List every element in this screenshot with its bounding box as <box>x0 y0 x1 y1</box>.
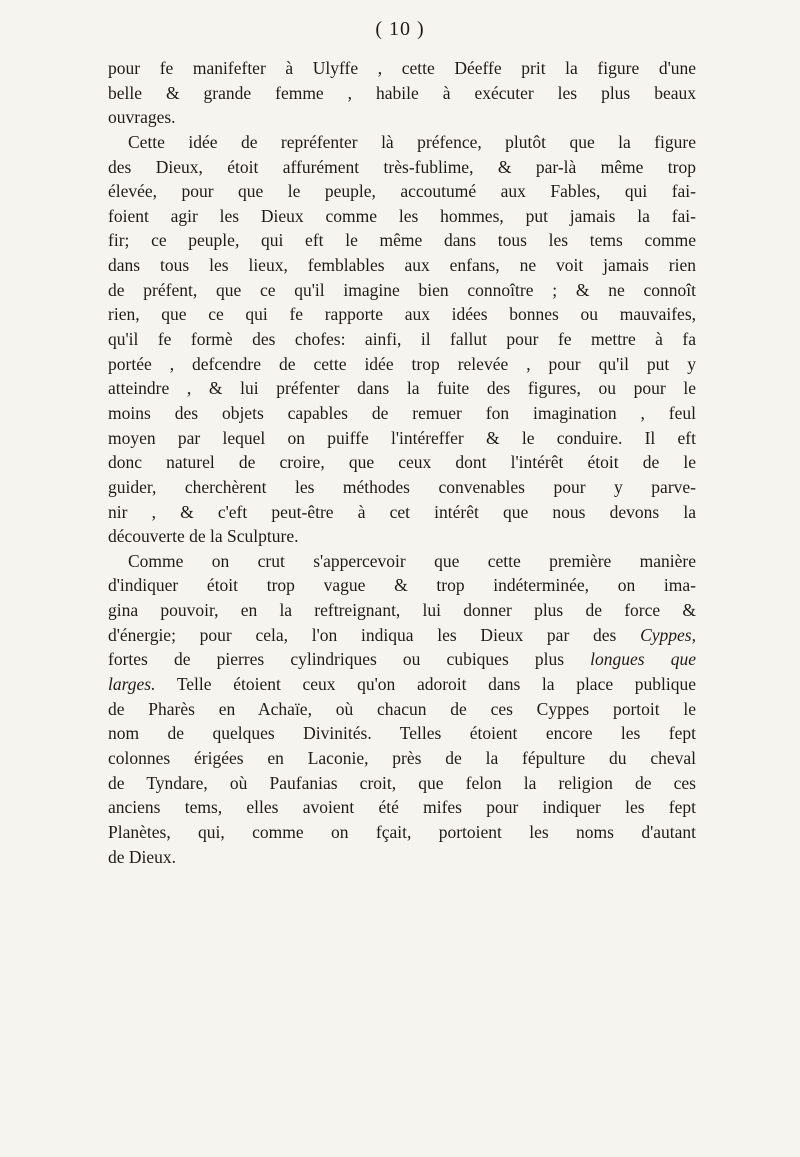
text-line: portée , defcendre de cette idée trop relevée , pour qu'il put y <box>108 353 696 374</box>
text-line: nir , & c'eft peut-être à cet intérêt que nous devons la <box>108 501 696 522</box>
text-line: d'indiquer étoit trop vague & trop indéterminée, on ima- <box>108 575 696 596</box>
text-line: fir; ce peuple, qui eft le même dans tous les tems comme <box>108 230 696 251</box>
text-line: ouvrages. <box>108 107 176 128</box>
text-segment: Telle étoient ceux qu'on adoroit dans la place publique <box>155 674 696 695</box>
text-line: de préfent, que ce qu'il imagine bien connoître ; & ne connoît <box>108 279 696 300</box>
text-line: moins des objets capables de remuer fon imagination , feul <box>108 402 696 423</box>
text-line: de Tyndare, où Paufanias croit, que felon la religion de ces <box>108 772 696 793</box>
text-line <box>108 647 696 672</box>
text-line: foient agir les Dieux comme les hommes, put jamais la fai- <box>108 205 696 226</box>
text-segment: d'énergie; pour cela, l'on indiqua les Dieux par des <box>108 624 641 645</box>
text-line: pour fe manifefter à Ulyffe , cette Déeffe prit la figure d'une <box>108 58 696 78</box>
text-line <box>108 672 696 697</box>
text-line: de Dieux. <box>108 846 177 867</box>
text-line: qu'il fe formè des chofes: ainfi, il fallut pour fe mettre à fa <box>108 329 696 350</box>
italic-term: larges. <box>108 674 156 695</box>
text-line: guider, cherchèrent les méthodes convenables pour y parve- <box>108 476 696 497</box>
text-line: colonnes érigées en Laconie, près de la fépulture du cheval <box>108 747 696 768</box>
text-line: atteindre , & lui préfenter dans la fuite des figures, ou pour le <box>108 378 696 399</box>
page-number: ( 10 ) <box>375 18 425 40</box>
text-line: nom de quelques Divinités. Telles étoient encore les fept <box>108 723 696 744</box>
text-line: anciens tems, elles avoient été mifes pour indiquer les fept <box>108 797 696 818</box>
text-line: rien, que ce qui fe rapporte aux idées bonnes ou mauvaifes, <box>108 304 696 325</box>
italic-term: Cyppes, <box>640 624 696 645</box>
text-line: moyen par lequel on puiffe l'intéreffer & le conduire. Il eft <box>108 427 696 448</box>
text-line: Comme on crut s'appercevoir que cette première manière <box>128 550 696 571</box>
text-line: de Pharès en Achaïe, où chacun de ces Cyppes portoit le <box>108 698 696 719</box>
text-line: élevée, pour que le peuple, accoutumé aux Fables, qui fai- <box>108 181 696 202</box>
italic-term: longues que <box>590 649 696 670</box>
text-line: gina pouvoir, en la reftreignant, lui donner plus de force & <box>108 600 696 621</box>
text-line: Planètes, qui, comme on fçait, portoient les noms d'autant <box>108 821 696 842</box>
text-line: Cette idée de repréfenter là préfence, plutôt que la figure <box>128 131 696 152</box>
text-line: des Dieux, étoit affurément très-fublime, & par-là même trop <box>108 156 696 177</box>
body-text <box>108 56 696 869</box>
text-segment: fortes de pierres cylindriques ou cubiques plus <box>108 649 591 670</box>
text-line <box>108 623 696 648</box>
text-line: belle & grande femme , habile à exécuter les plus beaux <box>108 82 696 103</box>
text-line: dans tous les lieux, femblables aux enfans, ne voit jamais rien <box>108 255 696 276</box>
text-line: découverte de la Sculpture. <box>108 526 299 547</box>
text-line: donc naturel de croire, que ceux dont l'intérêt étoit de le <box>108 452 696 473</box>
